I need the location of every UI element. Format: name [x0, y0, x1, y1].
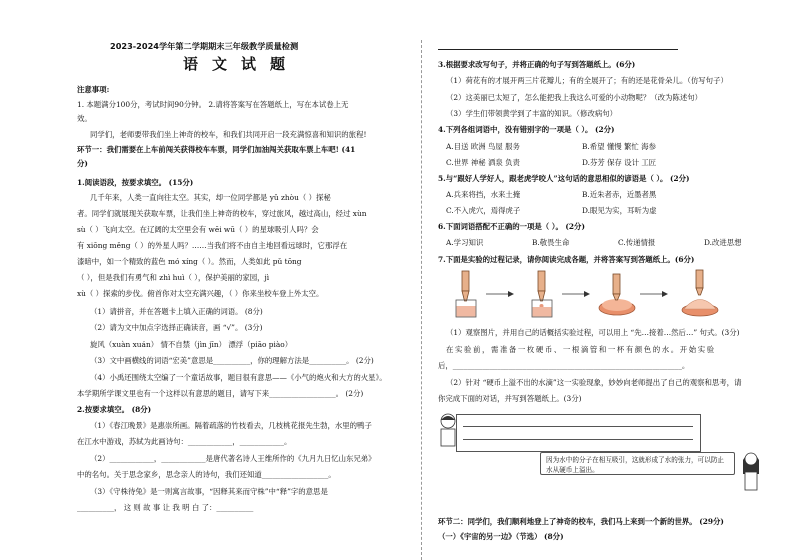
- q2-item: 中的名句。关于思念家乡，思念亲人的诗句，我们还知道__________________。: [77, 470, 336, 479]
- coin-icon: [599, 274, 635, 315]
- q7-sub-1: （1）观察图片，并用自己的话概括实验过程，可以用上 “先…接着…然后…” 句式。(3分): [446, 328, 740, 337]
- q1-sub-1: （1）请拼音，并在答题卡上填入正确的词语。 (8分): [90, 307, 263, 316]
- dropper-icon: [462, 271, 469, 301]
- q6-option-d: D.改进思想: [704, 238, 742, 247]
- answer-line: [463, 439, 693, 440]
- notice-title: 注意事项:: [77, 85, 110, 94]
- notice-1b: 效。: [77, 114, 92, 123]
- q1-sub-4b: 本学期所学课文里也有一个这样以有意思的题目，请写下来__________________。 (2分): [77, 389, 364, 398]
- arrow-icon: [584, 291, 590, 297]
- q5-option-a: A.兵来将挡，水来土掩: [446, 190, 521, 199]
- q2-item: （3）《守株待兔》是一则寓言故事，“因释其来而守株”中“释”字的意思是: [90, 487, 328, 496]
- q3-title: 3.根据要求改写句子，并将正确的句子写到答题纸上。(6分): [438, 60, 636, 69]
- q7-title: 7.下面是实验的过程记录，请你阅读完成各题，并将答案写到答题纸上。(6分): [438, 255, 695, 264]
- q3-item: （2）这美丽已太短了，怎么能把我上我这么可爱的小动物呢？（改为陈述句）: [446, 93, 702, 102]
- q1-paragraph-line: 有 xiōng měng（ ）的外星人吗？……当我们将不由自主地回看远球时，它那浮在: [77, 241, 348, 250]
- q7-paragraph-2: 后，______________________________________________________________。: [438, 361, 690, 370]
- section-2-title: 环节二：同学们，我们顺利地登上了神奇的校车，我们马上来到一个新的世界。 (29分): [438, 517, 724, 526]
- teacher-speech-bubble: 因为水中的分子在相互吸引，这就形成了水的张力，可以防止水从硬币上溢出。: [540, 452, 735, 475]
- beaker-icon: [532, 300, 552, 317]
- teacher-girl-figure: [740, 448, 762, 492]
- q1-sub-2-options: 旋风（xuàn xuán） 情不自禁（jìn jīn） 漂浮（piāo piào）: [90, 340, 293, 349]
- beaker-icon: [456, 300, 476, 317]
- q6-option-a: A.学习知识: [446, 238, 484, 247]
- q2-item: （2）____________，____________是唐代著名诗人王维所作的《九月九日忆山东兄弟》: [90, 454, 376, 463]
- q6-title: 6.下面词语搭配不正确的一项是（ ）。 (2分): [438, 222, 585, 231]
- q5-option-b: B.近朱者赤，近墨者黑: [582, 190, 657, 199]
- q4-option-c: C.世界 神秘 洒泉 负责: [446, 158, 520, 167]
- answer-line: [463, 426, 693, 427]
- q1-paragraph-line: sù（ ）飞向太空。在辽阔的太空里会有 wēi wū（ ）的星球吸引人吗？会: [77, 225, 319, 234]
- q3-item: （3）学生们带领黄学到了丰富的知识。（修改病句）: [446, 109, 617, 118]
- q1-paragraph-line: 漆暗中，如一个精致的蓝色 mó xíng（ ）。然而，人类如此 pǔ tōng: [77, 257, 302, 266]
- arrow-icon: [508, 291, 514, 297]
- experiment-illustration: [442, 268, 742, 320]
- q1-sub-3: （3）文中画横线的词语“宏美”意思是__________，你的理解方法是__________。 (2分): [90, 356, 374, 365]
- q7-sub-2b: 你完成下面的对话，并写到答题纸上。(3分): [438, 394, 582, 403]
- intro-line-3: 分): [77, 159, 88, 168]
- q5-option-c: C.不入虎穴，焉得虎子: [446, 206, 521, 215]
- coin-icon: [682, 270, 718, 316]
- q6-option-c: C.传递情报: [618, 238, 656, 247]
- q2-item: （1）《春江晚景》是惠崇所画。隔着疏落的竹枝看去，几枝桃花报先生勃，水里的鸭子: [90, 421, 372, 430]
- q3-item: （1）荷花有的才展开两三片花瓣儿；有的全展开了；有的还是花骨朵儿。（仿写句子）: [446, 76, 728, 85]
- notice-1: 1. 本题满分100分，考试时间90分钟。 2.请将答案写在答题纸上，写在本试卷上无: [77, 100, 349, 109]
- q2-title: 2.按要求填空。 (8分): [77, 405, 152, 414]
- q7-sub-2: （2）针对 “硬币上溢不出的水滴”这一实验现象，妙妙向老师提出了自己的观察和思考，请: [446, 378, 742, 387]
- q4-title: 4.下列各组词语中，没有错别字的一项是（ ）。 (2分): [438, 125, 615, 134]
- q2-item: __________， 这 则 故 事 让 我 明 白 了：__________: [77, 503, 254, 512]
- q4-option-d: D.芬芳 保存 设计 工匠: [582, 158, 657, 167]
- q6-option-b: B.敬畏生命: [532, 238, 570, 247]
- q2-item: 在江水中游戏，苏轼为此画诗句：____________，____________。: [77, 437, 292, 446]
- q1-title: 1.阅读语段，按要求填空。 (15分): [77, 178, 194, 187]
- q7-paragraph: 在实验前，需准备一枚硬币、一根滴管和一杯有颜色的水。开始实验: [446, 345, 716, 354]
- q4-option-b: B.希望 懂慢 繁忙 海参: [582, 142, 656, 151]
- subject-title: 语文试题: [183, 55, 300, 73]
- intro-line-2: 环节一：我们需要在上车前闯关获得校车车票，同学们加油闯关获取车票上车吧! (41: [77, 145, 356, 154]
- dialogue-answer-box[interactable]: [456, 414, 701, 452]
- exam-title: 2023-2024学年第二学期期末三年级教学质量检测: [110, 41, 299, 51]
- arrow-icon: [662, 291, 668, 297]
- q1-paragraph-line: xù（ ）探索的步伐。俯首你对太空充满兴趣，（ ）你来坐校车登上外太空。: [77, 289, 324, 298]
- q5-option-d: D.眼见为实，耳听为虚: [582, 206, 657, 215]
- intro-line-1: 同学们，老师要带我们坐上神奇的校车，和我们共同开启一段充满惊喜和知识的旅程!: [90, 130, 367, 139]
- q1-paragraph-line: 者。同学们就展现关获取车票，让我们坐上神奇的校车，穿过旅风，越过高山，经过 xùn: [77, 209, 367, 218]
- q1-sub-2: （2）请为文中加点字选择正确读音，画 “√”。 (3分): [90, 323, 263, 332]
- dropper-icon: [538, 271, 545, 308]
- column-divider: [421, 40, 422, 560]
- q1-sub-4: （4）小禹还围绕太空编了一个童话故事，题目很有意思——《小气的炮火和大方的火星》。: [90, 373, 387, 382]
- q1-paragraph-line: 几千年来，人类一直向往太空。其实，却一位同学都是 yǔ zhòu（ ）探秘: [90, 193, 331, 202]
- q1-paragraph-line: （ ），但是我们有勇气和 zhì huì（ ），保护美丽的家园，jì: [77, 273, 270, 282]
- q4-option-a: A.目送 欧洲 鸟屋 服务: [446, 142, 520, 151]
- section-2-sub: （一）《宇宙的另一边》（节选） (8分): [438, 532, 564, 541]
- q5-title: 5.与“跟好人学好人，跟老虎学咬人”这句话的意思相似的谚语是（ ）。 (2分): [438, 174, 690, 183]
